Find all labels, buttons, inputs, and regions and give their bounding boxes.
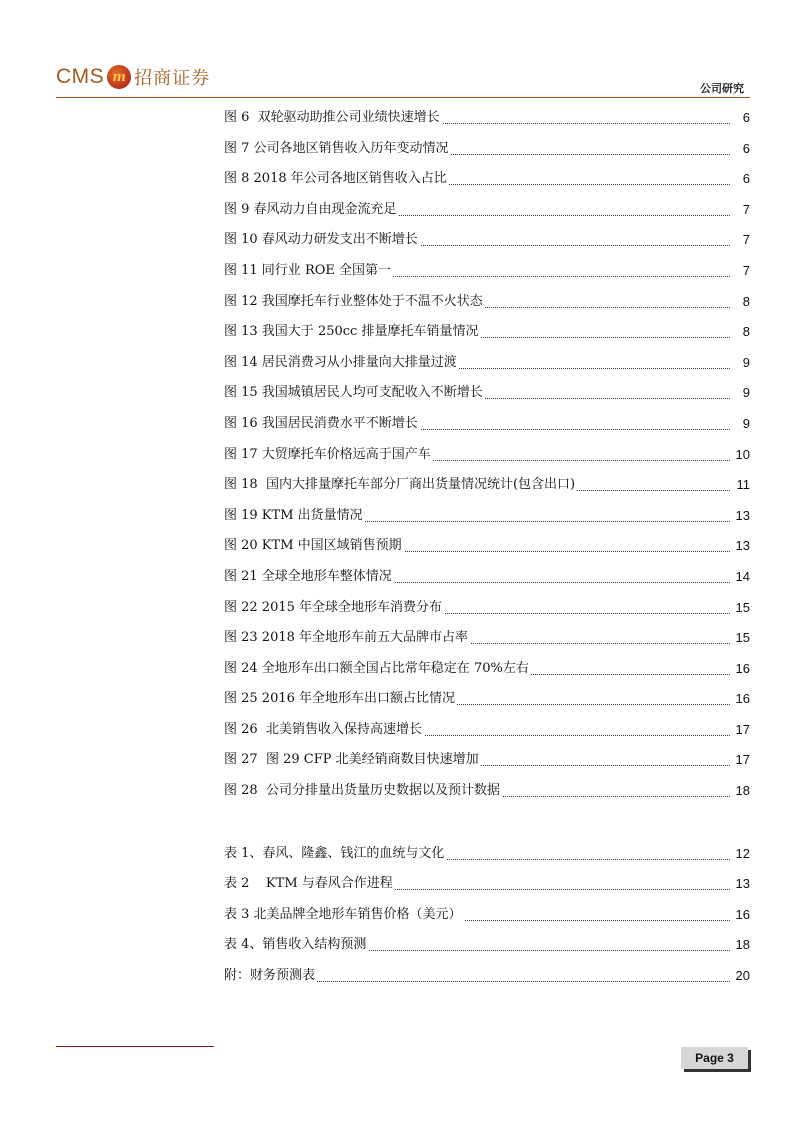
toc-entry[interactable] — [224, 134, 750, 165]
toc-entry-page: 14 — [734, 562, 750, 593]
toc-entry-page: 17 — [734, 715, 750, 746]
toc-entry[interactable] — [224, 654, 750, 685]
header-divider — [56, 97, 750, 98]
toc-entry-label: 图 7 公司各地区销售收入历年变动情况 — [224, 134, 451, 165]
toc-entry-label: 图 25 2016 年全地形车出口额占比情况 — [224, 684, 457, 715]
toc-entry-label: 图 19 KTM 出货量情况 — [224, 501, 365, 532]
page-header — [56, 58, 750, 100]
table-of-contents — [224, 103, 750, 992]
toc-entry[interactable] — [224, 378, 750, 409]
page-number-badge: Page 3 — [681, 1047, 748, 1069]
toc-entry-label: 图 21 全球全地形车整体情况 — [224, 562, 394, 593]
toc-entry[interactable] — [224, 562, 750, 593]
toc-entry[interactable] — [224, 531, 750, 562]
section-gap — [224, 807, 750, 839]
toc-entry-page: 15 — [734, 623, 750, 654]
toc-entry-label: 图 6 双轮驱动助推公司业绩快速增长 — [224, 103, 442, 134]
toc-entry-page: 9 — [741, 348, 750, 379]
section-title: 公司研究 — [700, 82, 744, 95]
toc-entry-page: 10 — [734, 440, 750, 471]
toc-entry[interactable] — [224, 225, 750, 256]
toc-entry-label: 图 16 我国居民消费水平不断增长 — [224, 409, 420, 440]
toc-entry[interactable] — [224, 440, 750, 471]
toc-entry-label: 附：财务预测表 — [224, 961, 317, 992]
toc-entry[interactable] — [224, 409, 750, 440]
toc-entry-label: 图 17 大贸摩托车价格远高于国产车 — [224, 440, 433, 471]
toc-entry[interactable] — [224, 745, 750, 776]
toc-entry-label: 图 23 2018 年全地形车前五大品牌市占率 — [224, 623, 470, 654]
toc-entry-page: 13 — [734, 869, 750, 900]
toc-entry[interactable] — [224, 348, 750, 379]
toc-entry-label: 图 26 北美销售收入保持高速增长 — [224, 715, 424, 746]
toc-entry-page: 12 — [734, 839, 750, 870]
toc-entry-label: 图 18 国内大排量摩托车部分厂商出货量情况统计(包含出口) — [224, 470, 577, 501]
toc-entry-label: 图 27 图 29 CFP 北美经销商数目快速增加 — [224, 745, 481, 776]
toc-entry-label: 图 28 公司分排量出货量历史数据以及预计数据 — [224, 776, 502, 807]
toc-entry[interactable] — [224, 623, 750, 654]
toc-entry-label: 图 20 KTM 中国区域销售预期 — [224, 531, 404, 562]
toc-entry-label: 图 24 全地形车出口额全国占比常年稳定在 70%左右 — [224, 654, 531, 685]
toc-entry-page: 15 — [734, 593, 750, 624]
toc-entry-label: 图 22 2015 年全球全地形车消费分布 — [224, 593, 444, 624]
toc-entry-label: 图 15 我国城镇居民人均可支配收入不断增长 — [224, 378, 485, 409]
toc-entry[interactable] — [224, 195, 750, 226]
toc-entry[interactable] — [224, 287, 750, 318]
toc-entry-page: 17 — [734, 745, 750, 776]
toc-entry-page: 8 — [741, 287, 750, 318]
toc-entry-page: 20 — [734, 961, 750, 992]
figure-list — [224, 103, 750, 807]
toc-entry-label: 图 9 春风动力自由现金流充足 — [224, 195, 399, 226]
logo-mark-icon: m — [107, 65, 131, 89]
toc-entry[interactable] — [224, 593, 750, 624]
toc-entry-page: 16 — [734, 900, 750, 931]
toc-entry[interactable] — [224, 961, 750, 992]
toc-entry-page: 9 — [741, 409, 750, 440]
toc-entry-label: 表 4、销售收入结构预测 — [224, 930, 368, 961]
toc-entry-page: 7 — [741, 256, 750, 287]
toc-entry[interactable] — [224, 869, 750, 900]
toc-entry-page: 6 — [741, 164, 750, 195]
toc-entry[interactable] — [224, 839, 750, 870]
toc-entry-label: 图 14 居民消费习从小排量向大排量过渡 — [224, 348, 459, 379]
toc-entry[interactable] — [224, 256, 750, 287]
company-logo — [56, 62, 210, 92]
toc-entry[interactable] — [224, 317, 750, 348]
toc-entry[interactable] — [224, 900, 750, 931]
toc-entry[interactable] — [224, 776, 750, 807]
toc-entry-page: 16 — [734, 684, 750, 715]
toc-entry-page: 6 — [741, 134, 750, 165]
toc-entry-page: 11 — [735, 470, 751, 501]
toc-entry-page: 18 — [734, 776, 750, 807]
toc-entry-page: 9 — [741, 378, 750, 409]
toc-entry-label: 表 3 北美品牌全地形车销售价格（美元） — [224, 900, 464, 931]
toc-entry-label: 图 8 2018 年公司各地区销售收入占比 — [224, 164, 449, 195]
toc-entry[interactable] — [224, 930, 750, 961]
toc-entry[interactable] — [224, 103, 750, 134]
logo-cms-text: CMS — [56, 65, 105, 88]
toc-entry[interactable] — [224, 164, 750, 195]
table-list — [224, 839, 750, 992]
toc-entry-label: 表 2 KTM 与春风合作进程 — [224, 869, 395, 900]
toc-entry-page: 13 — [734, 501, 750, 532]
toc-entry-page: 18 — [734, 930, 750, 961]
toc-entry-page: 6 — [741, 103, 750, 134]
toc-entry[interactable] — [224, 684, 750, 715]
toc-entry[interactable] — [224, 470, 750, 501]
toc-entry[interactable] — [224, 715, 750, 746]
toc-entry-page: 7 — [741, 195, 750, 226]
footer-divider — [56, 1046, 214, 1047]
toc-entry-label: 图 13 我国大于 250cc 排量摩托车销量情况 — [224, 317, 480, 348]
toc-entry-page: 16 — [734, 654, 750, 685]
toc-entry-label: 图 11 同行业 ROE 全国第一 — [224, 256, 393, 287]
toc-entry-label: 图 10 春风动力研发支出不断增长 — [224, 225, 420, 256]
toc-entry-page: 8 — [741, 317, 750, 348]
toc-entry-label: 图 12 我国摩托车行业整体处于不温不火状态 — [224, 287, 485, 318]
toc-entry[interactable] — [224, 501, 750, 532]
toc-entry-label: 表 1、春风、隆鑫、钱江的血统与文化 — [224, 839, 446, 870]
logo-company-name: 招商证券 — [134, 68, 211, 89]
toc-entry-page: 13 — [734, 531, 750, 562]
toc-entry-page: 7 — [741, 225, 750, 256]
